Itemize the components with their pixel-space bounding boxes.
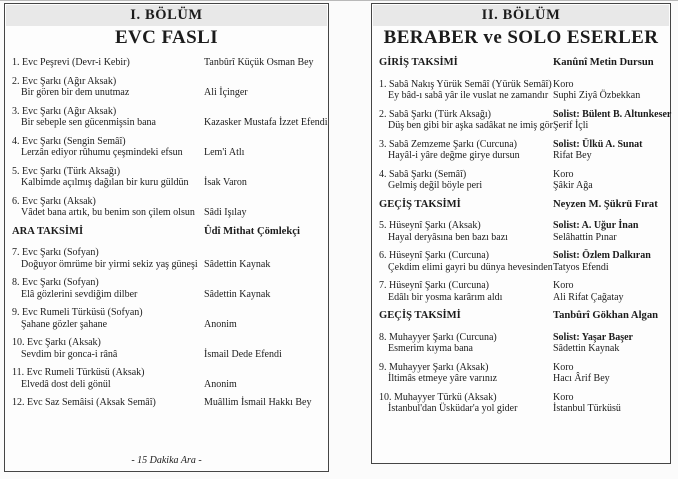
- song-title-line: 10. Muhayyer Türkü (Aksak): [379, 391, 497, 403]
- section-2-rows: [372, 57, 670, 415]
- song-lyric-line: Hayâl-i yâre değme girye dursun: [388, 150, 520, 161]
- song-cell: [379, 139, 553, 162]
- song-title-line: 9. Muhayyer Şarkı (Aksak): [379, 361, 489, 373]
- song-lyric-line: Gelmiş değil böyle peri: [388, 180, 483, 191]
- performer-line: [204, 307, 323, 319]
- song-cell: [12, 226, 204, 238]
- performer-cell: [553, 220, 665, 243]
- performer-cell: [204, 337, 323, 360]
- program-item-row: [379, 362, 665, 385]
- song-cell: [379, 392, 553, 415]
- song-cell: [379, 250, 553, 273]
- section-2-header: II. BÖLÜM: [481, 7, 561, 23]
- performer-line: Suphi Ziyâ Özbekkan: [553, 90, 641, 101]
- song-lyric-line: Hayal deryâsına ben bazı bazı: [388, 231, 508, 243]
- taksim-row: [12, 226, 323, 238]
- performer-line: Koro: [553, 168, 574, 180]
- performer-line: Selâhattin Pınar: [553, 231, 617, 243]
- performer-cell: [553, 280, 665, 303]
- performer-cell: [204, 196, 323, 219]
- song-title-line: GEÇİŞ TAKSİMİ: [379, 310, 461, 321]
- performer-line: Tanbûrî Küçük Osman Bey: [204, 57, 314, 68]
- song-lyric-line: İstanbul'dan Üsküdar'a yol gider: [388, 403, 518, 414]
- program-item-row: [12, 337, 323, 360]
- performer-line: [204, 277, 323, 289]
- performer-cell: [553, 109, 671, 132]
- performer-line: İsmail Dede Efendi: [204, 348, 282, 360]
- song-cell: [379, 79, 553, 102]
- song-cell: [12, 277, 204, 300]
- performer-cell: [204, 136, 323, 159]
- song-lyric-line: Doğuyor ömrüme bir yirmi sekiz yaş güneşi: [21, 258, 198, 270]
- song-title-line: 1. Evc Peşrevi (Devr-i Kebir): [12, 57, 130, 68]
- performer-line: Ali Rifat Çağatay: [553, 291, 624, 303]
- song-title-line: 3. Sabâ Zemzeme Şarkı (Curcuna): [379, 138, 518, 150]
- performer-line: Muâllim İsmail Hakkı Bey: [204, 397, 312, 408]
- song-title-line: 3. Evc Şarkı (Ağır Aksak): [12, 105, 117, 117]
- song-lyric-line: Lerzân ediyor rûhumu çeşmindeki efsun: [21, 147, 183, 158]
- performer-line: [204, 76, 323, 88]
- song-cell: [379, 169, 553, 192]
- program-item-row: [12, 136, 323, 159]
- performer-line: Ali İçinger: [204, 87, 248, 98]
- song-cell: [12, 57, 204, 69]
- song-cell: [379, 57, 553, 69]
- section-1-header: I. BÖLÜM: [130, 7, 203, 23]
- program-item-row: [12, 367, 323, 390]
- performer-line: Anonim: [204, 378, 237, 390]
- program-item-row: [12, 397, 323, 409]
- section-2-title: BERABER ve SOLO ESERLER: [383, 27, 659, 48]
- performer-cell: [553, 332, 665, 355]
- taksim-row: [379, 57, 665, 69]
- performer-line: [204, 367, 323, 379]
- performer-cell: [553, 139, 665, 162]
- program-item-row: [12, 307, 323, 330]
- performer-line: [204, 196, 323, 208]
- performer-line: Sâdettin Kaynak: [204, 288, 271, 300]
- performer-line: Solist: A. Uğur İnan: [553, 220, 639, 231]
- performer-line: [204, 106, 328, 118]
- performer-line: Koro: [553, 280, 574, 291]
- song-title-line: 7. Hüseynî Şarkı (Curcuna): [379, 280, 489, 291]
- performer-cell: [204, 106, 328, 129]
- song-cell: [12, 106, 204, 129]
- song-title-line: 6. Evc Şarkı (Aksak): [12, 195, 96, 207]
- song-cell: [379, 280, 553, 303]
- performer-line: Koro: [553, 391, 574, 403]
- performer-cell: [553, 199, 665, 211]
- performer-cell: [204, 226, 323, 238]
- performer-cell: [553, 250, 665, 273]
- performer-line: Solist: Özlem Dalkıran: [553, 250, 651, 261]
- song-cell: [12, 166, 204, 189]
- performer-line: Solist: Bülent B. Altunkeser: [553, 108, 672, 120]
- song-title-line: GEÇİŞ TAKSİMİ: [379, 198, 461, 210]
- performer-cell: [204, 166, 323, 189]
- program-item-row: [12, 76, 323, 99]
- performer-cell: [204, 247, 323, 270]
- performer-line: Anonim: [204, 318, 237, 330]
- performer-line: Ûdî Mithat Çömlekçi: [204, 225, 300, 237]
- program-item-row: [379, 280, 665, 303]
- song-title-line: 5. Hüseynî Şarkı (Aksak): [379, 220, 481, 231]
- song-title-line: 8. Evc Şarkı (Sofyan): [12, 277, 99, 288]
- section-1-rows: [5, 57, 328, 409]
- performer-line: Tatyos Efendi: [553, 261, 609, 273]
- song-lyric-line: Vâdet bana artık, bu benim son çilem olsun: [21, 207, 195, 218]
- program-item-row: [12, 196, 323, 219]
- song-lyric-line: Kalbimde açılmış dağılan bir kuru güldün: [21, 177, 189, 188]
- performer-cell: [204, 57, 323, 69]
- section-1-title: EVC FASLI: [114, 27, 219, 48]
- song-cell: [379, 109, 553, 132]
- song-title-line: 11. Evc Rumeli Türküsü (Aksak): [12, 367, 145, 378]
- program-item-row: [379, 220, 665, 243]
- program-item-row: [12, 166, 323, 189]
- section-2-header-band: [373, 5, 669, 26]
- song-title-line: 4. Evc Şarkı (Sengin Semâî): [12, 135, 126, 147]
- performer-line: Kazasker Mustafa İzzet Efendi: [204, 117, 328, 128]
- song-lyric-line: İltimâs etmeye yâre varınız: [388, 373, 498, 384]
- performer-line: Neyzen M. Şükrü Fırat: [553, 198, 658, 210]
- program-item-row: [379, 139, 665, 162]
- song-lyric-line: Çekdim elimi gayri bu dünya hevesinden: [388, 261, 553, 273]
- performer-line: [204, 136, 323, 148]
- song-cell: [12, 367, 204, 390]
- song-title-line: 2. Sabâ Şarkı (Türk Aksağı): [379, 108, 491, 120]
- song-title-line: 2. Evc Şarkı (Ağır Aksak): [12, 75, 117, 87]
- program-item-row: [379, 169, 665, 192]
- song-title-line: 1. Sabâ Nakış Yürük Semâî (Yürük Semâî): [379, 78, 552, 90]
- performer-line: Hacı Ârif Bey: [553, 373, 610, 384]
- performer-line: Kanûnî Metin Dursun: [553, 57, 654, 68]
- performer-line: [204, 247, 323, 259]
- song-cell: [379, 310, 553, 322]
- song-cell: [12, 136, 204, 159]
- song-title-line: 7. Evc Şarkı (Sofyan): [12, 247, 99, 258]
- performer-line: Sâdi Işılay: [204, 207, 247, 218]
- performer-cell: [204, 76, 323, 99]
- song-cell: [12, 76, 204, 99]
- song-title-line: 5. Evc Şarkı (Türk Aksağı): [12, 165, 121, 177]
- song-lyric-line: Bir sebeple sen gücenmişsin bana: [21, 117, 156, 128]
- program-item-row: [12, 57, 323, 69]
- song-lyric-line: Elâ gözlerini sevdiğim dilber: [21, 288, 138, 300]
- performer-cell: [204, 307, 323, 330]
- performer-line: Şerif İçli: [553, 120, 589, 131]
- performer-line: Şâkir Ağa: [553, 180, 593, 191]
- performer-cell: [553, 169, 665, 192]
- performer-line: Lem'i Atlı: [204, 147, 245, 158]
- performer-line: Rifat Bey: [553, 150, 592, 161]
- song-lyric-line: Bir gören bir dem unutmaz: [21, 87, 130, 98]
- song-cell: [12, 247, 204, 270]
- song-cell: [379, 199, 553, 211]
- performer-line: İstanbul Türküsü: [553, 403, 621, 414]
- program-item-row: [379, 79, 665, 102]
- program-item-row: [12, 105, 328, 129]
- performer-line: Solist: Yaşar Başer: [553, 331, 633, 343]
- song-cell: [12, 307, 204, 330]
- performer-cell: [553, 392, 665, 415]
- program-item-row: [379, 332, 665, 355]
- taksim-row: [379, 310, 665, 322]
- performer-cell: [204, 397, 323, 409]
- section-1-header-band: [6, 5, 327, 26]
- program-item-row: [12, 247, 323, 270]
- song-title-line: 4. Sabâ Şarkı (Semâî): [379, 168, 467, 180]
- song-cell: [12, 337, 204, 360]
- song-cell: [379, 332, 553, 355]
- performer-line: Sâdettin Kaynak: [553, 343, 620, 354]
- taksim-row: [379, 199, 665, 211]
- performer-cell: [204, 367, 323, 390]
- song-title-line: 6. Hüseynî Şarkı (Curcuna): [379, 250, 489, 261]
- intermission-note: - 15 Dakika Ara -: [131, 455, 202, 466]
- performer-cell: [553, 57, 665, 69]
- song-lyric-line: Ey bâd-ı sabâ yâr ile vuslat ne zamandır: [388, 90, 549, 101]
- song-title-line: 8. Muhayyer Şarkı (Curcuna): [379, 331, 497, 343]
- performer-line: [204, 337, 323, 349]
- performer-line: Koro: [553, 361, 574, 373]
- song-title-line: ARA TAKSİMİ: [12, 225, 84, 237]
- song-cell: [12, 397, 204, 409]
- song-lyric-line: Elvedâ dost deli gönül: [21, 378, 111, 390]
- song-title-line: 9. Evc Rumeli Türküsü (Sofyan): [12, 307, 143, 318]
- performer-line: Koro: [553, 78, 574, 90]
- song-cell: [12, 196, 204, 219]
- performer-cell: [553, 310, 665, 322]
- program-item-row: [12, 277, 323, 300]
- song-title-line: 12. Evc Saz Semâisi (Aksak Semâî): [12, 397, 156, 408]
- song-lyric-line: Sevdim bir gonca-i rânâ: [21, 348, 118, 360]
- performer-line: Sâdettin Kaynak: [204, 258, 271, 270]
- performer-cell: [553, 79, 665, 102]
- panel-bolum-2: [371, 3, 671, 464]
- song-lyric-line: Esmerim kıyma bana: [388, 343, 473, 354]
- song-lyric-line: Edâlı bir yosma karârım aldı: [388, 291, 503, 303]
- song-lyric-line: Şahane gözler şahane: [21, 318, 108, 330]
- song-lyric-line: Düş ben gibi bir aşka sadâkat ne imiş gör: [388, 120, 553, 131]
- program-item-row: [379, 250, 665, 273]
- program-item-row: [379, 392, 665, 415]
- song-title-line: GİRİŞ TAKSİMİ: [379, 57, 458, 68]
- song-cell: [379, 362, 553, 385]
- program-item-row: [379, 108, 672, 132]
- song-cell: [379, 220, 553, 243]
- performer-line: İsak Varon: [204, 177, 247, 188]
- performer-line: Solist: Ülkü A. Sunat: [553, 138, 643, 150]
- performer-line: Tanbûrî Gökhan Algan: [553, 310, 659, 321]
- performer-cell: [553, 362, 665, 385]
- performer-line: [204, 166, 323, 178]
- song-title-line: 10. Evc Şarkı (Aksak): [12, 337, 101, 348]
- panel-bolum-1: [4, 3, 329, 472]
- performer-cell: [204, 277, 323, 300]
